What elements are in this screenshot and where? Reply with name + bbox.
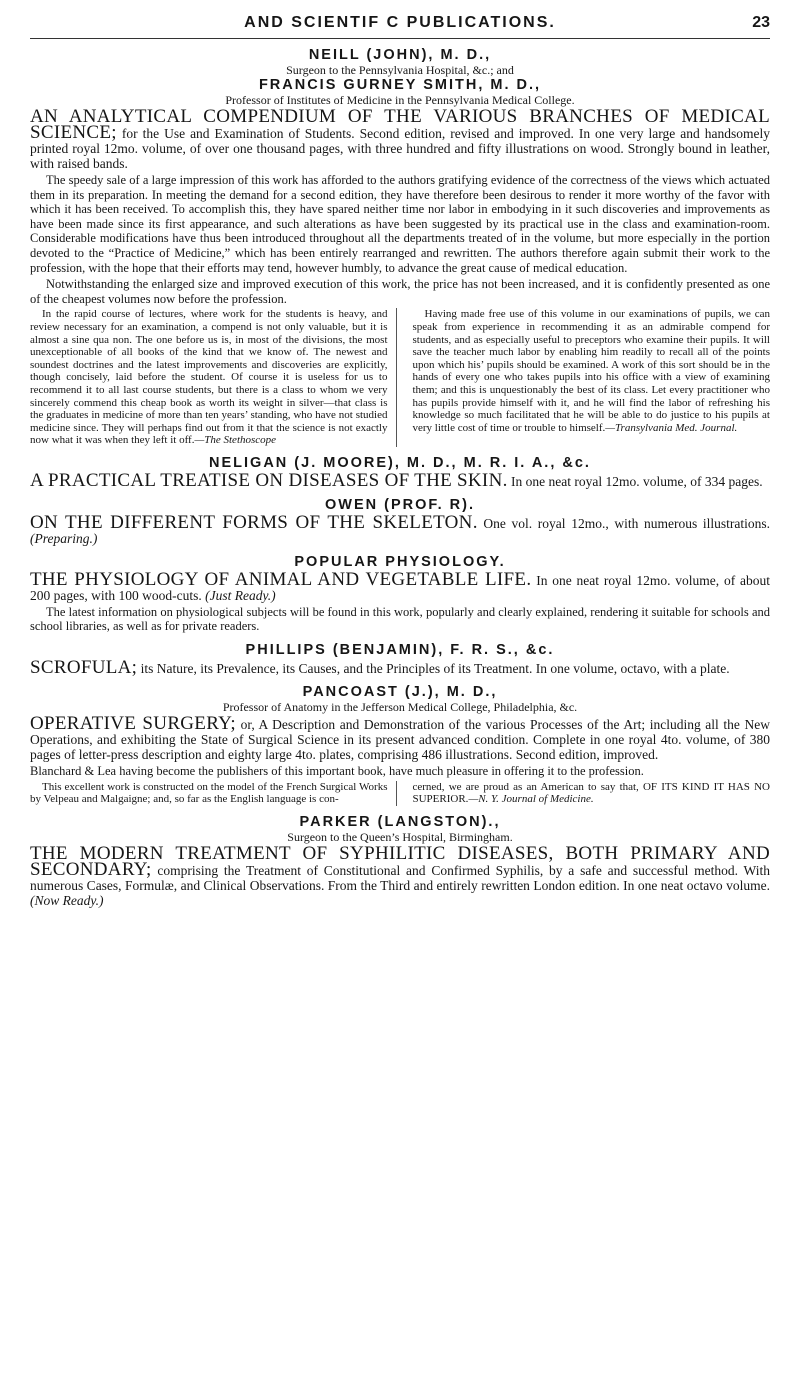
review-columns bbox=[30, 308, 770, 447]
entry-author: PARKER (LANGSTON)., bbox=[299, 813, 501, 830]
entry-title-main: SCROFULA; bbox=[30, 657, 138, 679]
entry-author: PHILLIPS (BENJAMIN), F. R. S., &c. bbox=[245, 642, 555, 659]
review-left bbox=[30, 781, 397, 806]
catalog-entry-neill bbox=[30, 47, 770, 447]
entry-title-main: AN ANALYTICAL COMPENDIUM OF THE VARIOUS BRANCHES OF MEDICAL SCIENCE; bbox=[30, 106, 770, 143]
catalog-entry-phillips bbox=[30, 642, 770, 679]
entry-title bbox=[30, 511, 770, 546]
entry-author: NELIGAN (J. MOORE), M. D., M. R. I. A., &c. bbox=[209, 454, 591, 471]
entry-title bbox=[30, 469, 770, 491]
running-head bbox=[30, 6, 770, 39]
entry-coauthor: FRANCIS GURNEY SMITH, M. D., bbox=[258, 77, 542, 93]
catalog-entry-pancoast bbox=[30, 684, 770, 806]
review-source: —The Stethoscope bbox=[194, 434, 277, 447]
entry-title bbox=[30, 657, 770, 679]
entry-paragraph: Notwithstanding the enlarged size and improved execution of this work, the price has not been increased, and it is confidently presented as one of the cheapest volumes now before the profession. bbox=[30, 277, 770, 306]
review-source: —Transylvania Med. Journal. bbox=[605, 421, 738, 434]
entry-title bbox=[30, 568, 770, 603]
entry-credentials: Professor of Anatomy in the Jefferson Medical College, Philadelphia, &c. bbox=[222, 700, 578, 715]
entry-author: OWEN (PROF. R). bbox=[324, 496, 476, 513]
entry-status: (Just Ready.) bbox=[201, 587, 276, 603]
entry-title-detail: its Nature, its Prevalence, its Causes, and the Principles of its Treatment. In one volume, octavo, with a plate. bbox=[137, 661, 730, 677]
running-head-title: AND SCIENTIF C PUBLICATIONS. bbox=[244, 14, 556, 31]
entry-title-detail: comprising the Treatment of Constitutional and Confirmed Syphilis, by a safe and successful method. With numerous Cases, Formulæ, and Clinical Observations. From the Third and entirely rewritten London edition. In one neat octavo volume. bbox=[30, 862, 770, 893]
entry-status: (Now Ready.) bbox=[30, 892, 104, 908]
entry-title-main: OPERATIVE SURGERY; bbox=[30, 713, 236, 735]
review-text: cerned, we are proud as an American to say that, OF ITS KIND IT HAS NO SUPERIOR. bbox=[412, 780, 770, 806]
entry-status: (Preparing.) bbox=[30, 530, 98, 546]
entry-author: PANCOAST (J.), M. D., bbox=[302, 684, 498, 701]
entry-credentials: Surgeon to the Pennsylvania Hospital, &c.; and bbox=[286, 63, 514, 77]
entry-title bbox=[30, 842, 770, 908]
page-number: 23 bbox=[752, 14, 770, 31]
entry-title bbox=[30, 713, 770, 763]
entry-coauthor-credentials: Professor of Institutes of Medicine in the Pennsylvania Medical College. bbox=[225, 93, 575, 107]
catalog-entry-owen bbox=[30, 497, 770, 546]
catalog-entry-popular-physiology bbox=[30, 554, 770, 634]
catalog-entry-neligan bbox=[30, 455, 770, 489]
entry-author: NEILL (JOHN), M. D., bbox=[308, 47, 492, 63]
entry-title bbox=[30, 106, 770, 171]
entry-author: POPULAR PHYSIOLOGY. bbox=[294, 553, 506, 570]
catalog-page bbox=[30, 0, 770, 908]
entry-title-main: A PRACTICAL TREATISE ON DISEASES OF THE SKIN. bbox=[30, 469, 508, 491]
entry-title-main: THE PHYSIOLOGY OF ANIMAL AND VEGETABLE LIFE. bbox=[30, 568, 532, 590]
entry-title-main: ON THE DIFFERENT FORMS OF THE SKELETON. bbox=[30, 511, 478, 533]
entry-paragraph: The speedy sale of a large impression of this work has afforded to the authors gratifying evidence of the correctness of the views which actuated them in its preparation. In meeting the demand for a second edition, they have therefore been desirous to render it more worthy of the favor with which it has been received. To accomplish this, they have spared neither time nor labor in embodying in it such discoveries and improvements as have been made since its first appearance, and such alterations as have been suggested by its practical use in the class and examination-room. Considerable modifications have thus been introduced throughout all the departments treated of in the volume, but more especially in the portion devoted to the “Practice of Medicine,” which has been entirely rearranged and rewritten. The authors therefore again submit their work to the profession, with the hope that their efforts may tend, however humbly, to advance the great cause of medical education. bbox=[30, 173, 770, 275]
review-source: —N. Y. Journal of Medicine. bbox=[468, 793, 594, 806]
entry-title-main: THE MODERN TREATMENT OF SYPHILITIC DISEASES, BOTH PRIMARY AND SECONDARY; bbox=[30, 842, 770, 880]
entry-title-detail: or, A Description and Demonstration of the various Processes of the Art; including all the New Operations, and exhibiting the State of Surgical Science in its present advanced condition. Complete in one royal 4to. volume, of 380 pages of letter-press description and eighty large 4to. plates, comprising 486 illustrations. Second edition, improved. bbox=[30, 717, 770, 763]
review-columns bbox=[30, 781, 770, 806]
entry-paragraph: The latest information on physiological subjects will be found in this work, popularly and clearly explained, rendering it suitable for schools and school libraries, as well as for private readers. bbox=[30, 604, 770, 634]
review-left bbox=[30, 308, 397, 447]
entry-title-detail: One vol. royal 12mo., with numerous illustrations. bbox=[477, 515, 770, 531]
entry-credentials: Surgeon to the Queen’s Hospital, Birmingham. bbox=[287, 829, 513, 844]
catalog-entry-parker bbox=[30, 814, 770, 908]
review-right bbox=[413, 308, 771, 447]
entry-title-detail: for the Use and Examination of Students. Second edition, revised and improved. In one very large and handsomely printed royal 12mo. volume, of over one thousand pages, with three hundred and fifty illustrations on wood. Strongly bound in leather, with raised bands. bbox=[30, 126, 770, 171]
review-text: This excellent work is constructed on the model of the French Surgical Works by Velpeau and Malgaigne; and, so far as the English language is con- bbox=[30, 780, 388, 806]
review-text: Having made free use of this volume in our examinations of pupils, we can speak from experience in recommending it as an admirable compend for students, and as especially useful to preceptors who examine their pupils. It will save the teacher much labor by enabling him readily to recall all of the points upon which his’ pupils should be examined. A work of this sort should be in the hands of every one who takes pupils into his office with a view of examining them; and this is unquestionably the best of its class. Let every practitioner who has pupils provide himself with it, and he will find the labor of refreshing his knowledge so much facilitated that he will be able to do justice to his pupils at very little cost of time or trouble to himself. bbox=[412, 308, 770, 434]
entry-paragraph: Blanchard & Lea having become the publishers of this important book, have much pleasure in offering it to the profession. bbox=[30, 764, 644, 779]
entry-title-detail: In one neat royal 12mo. volume, of about 200 pages, with 100 wood-cuts. bbox=[30, 572, 770, 603]
entry-title-detail: In one neat royal 12mo. volume, of 334 pages. bbox=[507, 473, 763, 489]
review-right bbox=[413, 781, 771, 806]
review-text: In the rapid course of lectures, where work for the students is heavy, and review necessary for an examination, a compend is not only valuable, but it is almost a sine qua non. The one before us is, in most of the divisions, the most unexceptionable of all books of the kind that we know of. The newest and soundest doctrines and the latest improvements and discoveries are explicitly, though concisely, laid before the student. Of course it is useless for us to recommend it to all last course students, but there is a class to whom we very sincerely commend this cheap book as worth its weight in silver—that class is the graduates in medicine of more than ten years’ standing, who have not studied medicine since. They will perhaps find out from it that the science is not exactly now what it was when they left it off. bbox=[30, 308, 388, 447]
